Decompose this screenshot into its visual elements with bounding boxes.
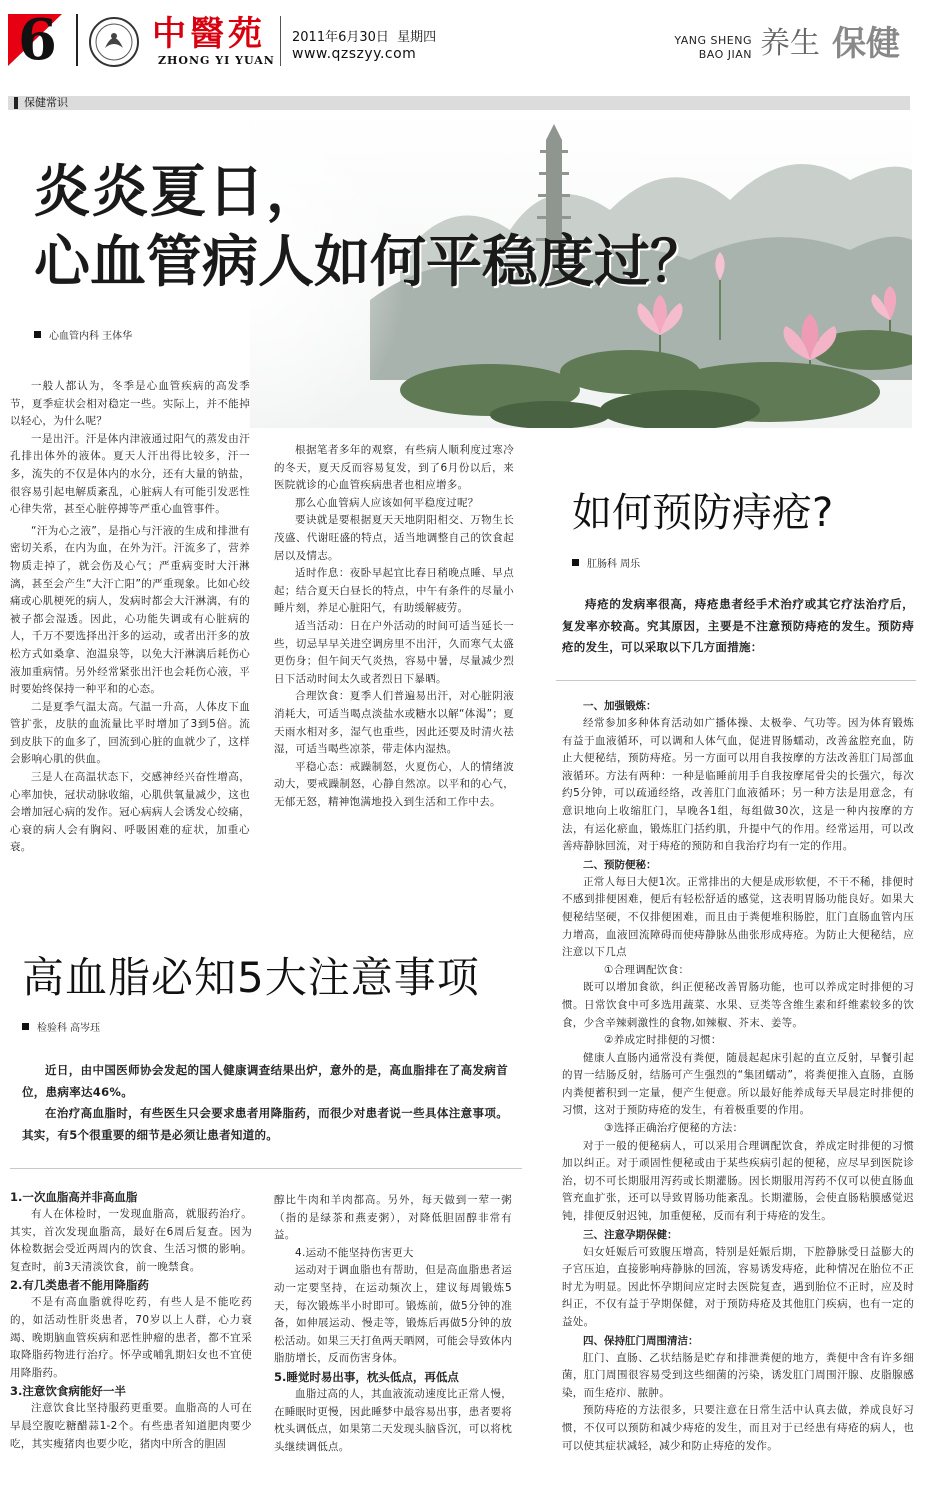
paragraph: 健康人直肠内通常没有粪便，随晨起起床引起的直立反射，早餐引起的胃一结肠反射，结肠可产生强烈的“集团蠕动”，将粪便推入直肠，直肠内粪便蓄积到一定量，便产生便意。所以最好能养成每天早晨定时排便的习惯，这对于预防痔疮的发生，有着极重要的作用。 [562,1051,914,1117]
article2-lead [22,1060,508,1146]
article1-col1 [10,378,250,857]
lead-paragraph: 近日，由中国医师协会发起的国人健康调查结果出炉，意外的是，高血脂排在了高发病首位，患病率达46%。 [22,1063,508,1099]
vertical-divider [280,16,281,66]
byline-bullet [572,559,579,566]
paragraph: 醇比牛肉和羊肉都高。另外，每天做到一荤一粥（指的是绿茶和燕麦粥），对降低胆固醇非常有益。 [274,1194,512,1242]
divider [556,680,916,681]
paragraph: ②养成定时排便的习惯： [604,1034,722,1047]
section-cn-b: 保健 [832,24,900,64]
paragraph: 合理饮食：夏季人们普遍易出汗，对心脏阴液消耗大，可适当喝点淡盐水或糖水以解“体渴”；夏天雨水相对多，湿气也重些，因此还要及时清火祛湿，可适当喝些凉茶，带走体内湿热。 [274,690,514,756]
paragraph: ③选择正确治疗便秘的方法： [604,1122,744,1135]
section-en-line2: BAO JIAN [698,48,752,61]
paragraph: 那么心血管病人应该如何平稳度过呢？ [295,496,479,509]
divider [10,1168,522,1169]
paragraph: 正常人每日大便1次。正常排出的大便是成形软便，不干不稀，排便时不感到排便困难，便后有轻松舒适的感觉，这表明胃肠功能良好。如果大便秘结坚硬，不仅排便困难，而且由于粪便堆积肠腔，肛门直肠血管内压力增高，血液回流障碍而使痔静脉丛曲张形成痔疮。为防止大便秘结，应注意以下几点 [562,875,914,959]
website: www.qzszyy.com [292,46,417,62]
article1-col2 [274,442,514,811]
article3-lead [562,594,914,659]
logo-title: 中醫苑 [152,14,266,54]
hospital-emblem-icon [88,16,140,68]
column-tag: 保健常识 [24,96,68,109]
subheading: 四、保持肛门周围清洁： [583,1334,699,1347]
subheading: 3.注意饮食病能好一半 [10,1384,126,1399]
paragraph: 一是出汗。汗是体内津液通过阳气的蒸发由汗孔排出体外的液体。夏天人汗出得比较多，汗一多，流失的不仅是体内的水分，还有大量的钠盐，很容易引起电解质紊乱，心脏病人有可能引发恶性心律失常，甚至心脏停搏等严重心血管事件。 [10,432,250,516]
issue-date: 2011年6月30日 星期四 [292,30,437,45]
paragraph: 不是有高血脂就得吃药，有些人是不能吃药的，如活动性肝炎患者，70岁以上人群，心力衰竭、晚期脑血管疾病和恶性肿瘤的患者，都不宜采取降脂药物进行治疗。怀孕或哺乳期妇女也不宜使用降脂药。 [10,1296,252,1379]
paragraph: 妇女妊娠后可致腹压增高，特别是妊娠后期，下腔静脉受日益膨大的子宫压迫，直接影响痔静脉的回流，容易诱发痔疮，此种情况在胎位不正时尤为明显。因此怀孕期间应定时去医院复查，遇到胎位不正时，应及时纠正，不仅有益于孕期保健，对于预防痔疮及其他肛门疾病，也有一定的益处。 [562,1245,914,1328]
section-en-line1: YANG SHENG [674,34,752,47]
paragraph: 注意饮食比坚持服药更重要。血脂高的人可在早晨空腹吃糖醋蒜1-2个。有些患者知道肥肉要少吃，其实瘦猪肉也要少吃，猪肉中所含的胆固 [10,1402,252,1450]
paragraph: 对于一般的便秘病人，可以采用合理调配饮食，养成定时排便的习惯加以纠正。对于顽固性便秘或由于某些疾病引起的便秘，应尽早到医院诊治，切不可长期服用泻药或长期灌肠。因长期服用泻药不仅可以使直肠血管充血扩张，还可以导致胃肠功能紊乱。长期灌肠，会使直肠粘膜感觉迟钝，排便反射迟钝，加重便秘，反而有利于痔疮的发生。 [562,1139,914,1223]
article3-body [562,697,914,1455]
article1-title-line1: 炎炎夏日， [34,160,324,225]
paragraph: 二是夏季气温太高。气温一升高，人体皮下血管扩张，皮肤的血流量比平时增加了3到5倍。流到皮肤下的血多了，回流到心脏的血就少了，这样会影响心肌的供血。 [10,700,250,766]
article1-title-line2: 心血管病人如何平稳度过？ [34,230,706,295]
subheading: 1.一次血脂高并非高血脂 [10,1190,138,1204]
paragraph: 三是人在高温状态下，交感神经兴奋性增高，心率加快，冠状动脉收缩，心肌供氧量减少，这也会增加冠心病的发作。冠心病病人会诱发心绞痛，心衰的病人会有胸闷、呼吸困难的症状，加重心衰。 [10,771,250,854]
paragraph: 要诀就是要根据夏天天地阴阳相交、万物生长茂盛、代谢旺盛的特点，适当地调整自己的饮食起居以及情志。 [274,514,514,562]
paragraph: 4.运动不能坚持伤害更大 [295,1246,414,1259]
paragraph: 既可以增加食欲，纠正便秘改善胃肠功能，也可以养成定时排便的习惯。日常饮食中可多选用蔬菜、水果、豆类等含维生素和纤维素较多的饮食，少含辛辣刺激性的食物,如辣椒、芥末、姜等。 [562,981,914,1029]
subheading: 三、注意孕期保健： [583,1228,678,1241]
section-cn-a: 养生 [760,26,820,61]
paragraph: 经常参加多种体育活动如广播体操、太极拳、气功等。因为体育锻炼有益于血液循环，可以调和人体气血，促进胃肠蠕动，改善盆腔充血，防止大便秘结，预防痔疮。另一方面可以用自我按摩的方法改善肛门局部血液循环。方法有两种：一种是临睡前用手自我按摩尾骨尖的长强穴，每次约5分钟，可以疏通经络，改善肛门血液循环；另一种方法是用意念，有意识地向上收缩肛门，早晚各1组，每组做30次，这是一种内按摩的方法，有运化瘀血，锻炼肛门括约肌，升提中气的作用。经常运用，可以改善痔静脉回流，对于痔疮的预防和自我治疗均有一定的作用。 [562,717,914,853]
paragraph: 一般人都认为，冬季是心血管疾病的高发季节，夏季症状会相对稳定一些。实际上，并不能掉以轻心，为什么呢？ [10,380,250,428]
lead-paragraph: 痔疮的发病率很高，痔疮患者经手术治疗或其它疗法治疗后，复发率亦较高。究其原因，主要是不注意预防痔疮的发生。预防痔疮的发生，可以采取以下几方面措施： [562,597,914,654]
byline-bullet [22,1023,29,1030]
column-tag-marker [14,97,18,109]
column-tag-bar [8,96,910,110]
subheading: 5.睡觉时易出事，枕头低点，再低点 [274,1369,459,1384]
paragraph: ①合理调配饮食： [604,963,690,976]
paragraph: 根据笔者多年的观察，有些病人顺利度过寒冷的冬天，夏天反而容易复发，到了6月份以后，来医院就诊的心血管疾病患者也相应增多。 [274,444,514,492]
page-number: 6 [18,7,57,73]
vertical-divider [76,14,78,66]
article1-byline: 心血管内科 王体华 [34,330,132,344]
subheading: 一、加强锻炼： [583,700,657,712]
lead-paragraph: 在治疗高血脂时，有些医生只会要求患者用降脂药，而很少对患者说一些具体注意事项。其实，有5个很重要的细节是必须让患者知道的。 [22,1106,508,1142]
paragraph: 平稳心态：戒躁制怒，火夏伤心，人的情绪波动大，要戒躁制怒，心静自然凉。以平和的心气，无郁无怒，精神饱满地投入到生活和工作中去。 [274,760,514,808]
paragraph: 适当活动：日在户外活动的时间可适当延长一些，切忌早早关进空调房里不出汗，久而寒气太盛更伤身；但午间天气炎热，容易中暑，尽量减少烈日下活动时间太久或者烈日下暴晒。 [274,619,514,685]
article3-title: 如何预防痔疮? [572,490,834,536]
paragraph: 预防痔疮的方法很多，只要注意在日常生活中认真去做，养成良好习惯，不仅可以预防和减少痔疮的发生，而且对于已经患有痔疮的病人，也可以使其症状减轻，减少和防止痔疮的发作。 [562,1404,914,1452]
subheading: 2.有几类患者不能用降脂药 [10,1278,149,1293]
paragraph: 运动对于调血脂也有帮助，但是高血脂患者运动一定要坚持，在运动频次上，建议每周锻炼5天，每次锻炼半小时即可。锻炼前，做5分钟的准备，如伸展运动、慢走等，锻炼后再做5分钟的放松活动。如果三天打鱼两天晒网，可能会导致体内脂肪增长，反而伤害身体。 [274,1264,512,1365]
byline-bullet [34,331,41,338]
paragraph: “汗为心之液”，是指心与汗液的生成和排泄有密切关系，在内为血，在外为汗。汗流多了，营养物质走掉了，就会伤及心气；严重病变时大汗淋漓，甚至会产生“大汗亡阳”的严重现象。比如心绞痛或心肌梗死的病人，发病时都会大汗淋漓，有的被子都会湿透。因此，心功能失调或有心脏病的人，千万不要选择出汗多的运动，或者出汗多的放松方式如桑拿、泡温泉等，以免大汗淋漓后耗伤心液加重病情。另外经常紧张出汗也会耗伤心液，平时要始终保持一种平和的心态。 [10,524,250,696]
article2-byline: 检验科 高岑珏 [22,1022,100,1036]
paragraph: 适时作息：夜卧早起宜比春日稍晚点睡、早点起；结合夏天白昼长的特点，中午有条件的尽量小睡片刻，养足心脏阳气，有助缓解疲劳。 [274,567,514,615]
article2-title: 高血脂必知5大注意事项 [22,953,480,1002]
article3-byline: 肛肠科 周乐 [572,558,640,572]
paragraph: 肛门、直肠、乙状结肠是贮存和排泄粪便的地方，粪便中含有许多细菌，肛门周围很容易受到这些细菌的污染，诱发肛门周围汗腺、皮脂腺感染，而生疮疖、脓肿。 [562,1351,914,1399]
paragraph: 有人在体检时，一发现血脂高，就服药治疗。其实，首次发现血脂高，最好在6周后复查。因为体检数据会受近两周内的饮食、生活习惯的影响。复查时，前3天清淡饮食，前一晚禁食。 [10,1208,252,1273]
article2-col2 [274,1192,512,1456]
paragraph: 血脂过高的人，其血液流动速度比正常人慢，在睡眠时更慢，因此睡梦中最容易出事，患者要将枕头调低点，如果第二天发现头脑昏沉，可以将枕头继续调低点。 [274,1387,512,1453]
logo-pinyin: ZHONG YI YUAN [158,54,275,67]
subheading: 二、预防便秘： [583,858,657,871]
article2-col1 [10,1188,252,1453]
